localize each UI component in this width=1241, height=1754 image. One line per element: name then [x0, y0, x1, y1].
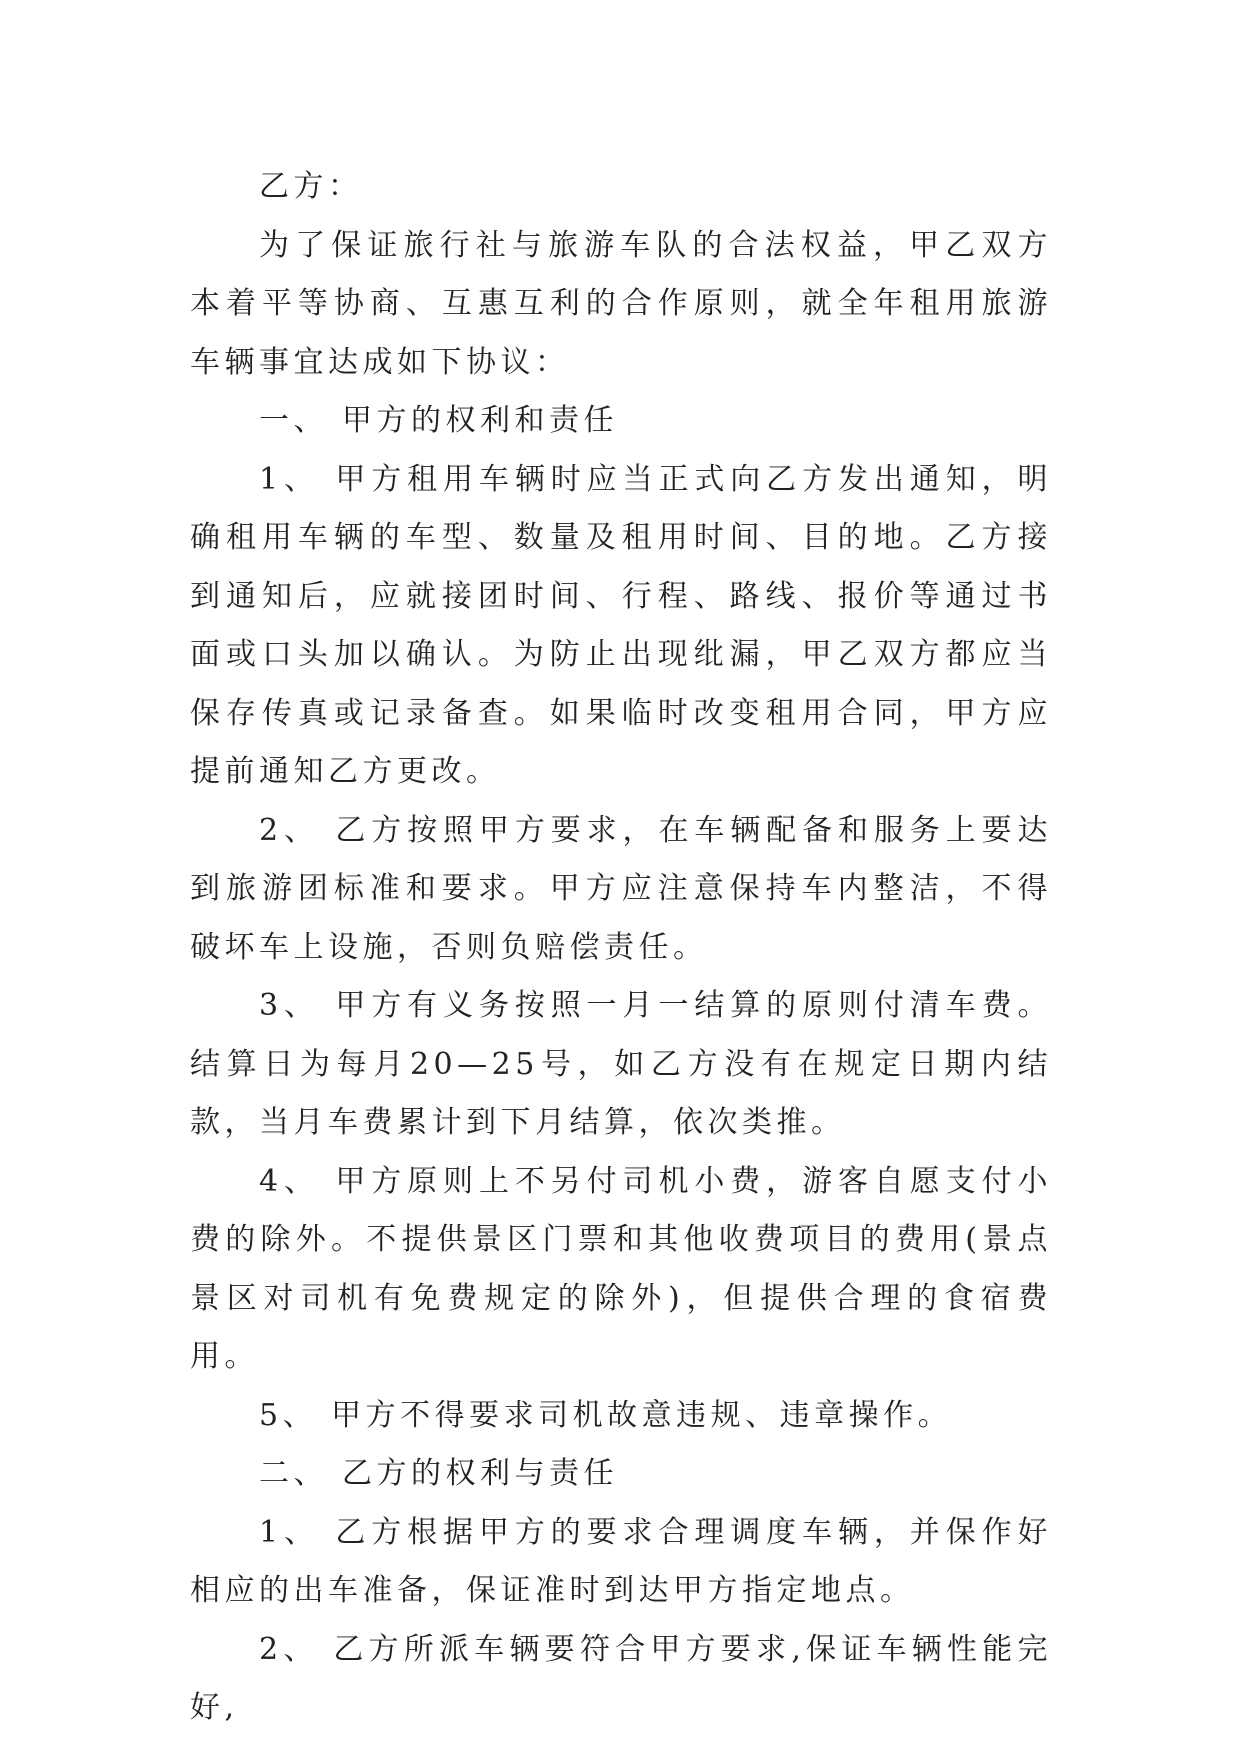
- party-b-label: 乙方：: [259, 169, 363, 204]
- party-a-clause-5: 5、 甲方不得要求司机故意违规、违章操作。: [259, 1397, 953, 1433]
- document-body: [190, 158, 1052, 1738]
- section-heading-party-b: 二、 乙方的权利与责任: [259, 1456, 619, 1491]
- party-a-clause-3: 3、 甲方有义务按照一月一结算的原则付清车费。结算日为每月20—25号，如乙方没有在规定日期内结款，当月车费累计到下月结算，依次类推。: [190, 988, 1052, 1140]
- party-b-clause-1: 1、 乙方根据甲方的要求合理调度车辆，并保作好相应的出车准备，保证准时到达甲方指定地点。: [190, 1514, 1052, 1608]
- preamble-paragraph: 为了保证旅行社与旅游车队的合法权益，甲乙双方本着平等协商、互惠互利的合作原则，就全年租用旅游车辆事宜达成如下协议：: [190, 227, 1052, 380]
- section-heading-party-a: 一、 甲方的权利和责任: [259, 403, 619, 438]
- party-a-clause-4: 4、 甲方原则上不另付司机小费，游客自愿支付小费的除外。不提供景区门票和其他收费项目的费用(景点景区对司机有免费规定的除外)，但提供合理的食宿费用。: [190, 1163, 1052, 1374]
- party-a-clause-1: 1、 甲方租用车辆时应当正式向乙方发出通知，明确租用车辆的车型、数量及租用时间、目的地。乙方接到通知后，应就接团时间、行程、路线、报价等通过书面或口头加以确认。为防止出现纰漏，甲乙双方都应当保存传真或记录备查。如果临时改变租用合同，甲方应提前通知乙方更改。: [190, 461, 1052, 789]
- party-a-clause-2: 2、 乙方按照甲方要求，在车辆配备和服务上要达到旅游团标准和要求。甲方应注意保持车内整洁，不得破坏车上设施，否则负赔偿责任。: [190, 812, 1052, 965]
- party-b-clause-2: 2、 乙方所派车辆要符合甲方要求,保证车辆性能完好,: [190, 1631, 1052, 1725]
